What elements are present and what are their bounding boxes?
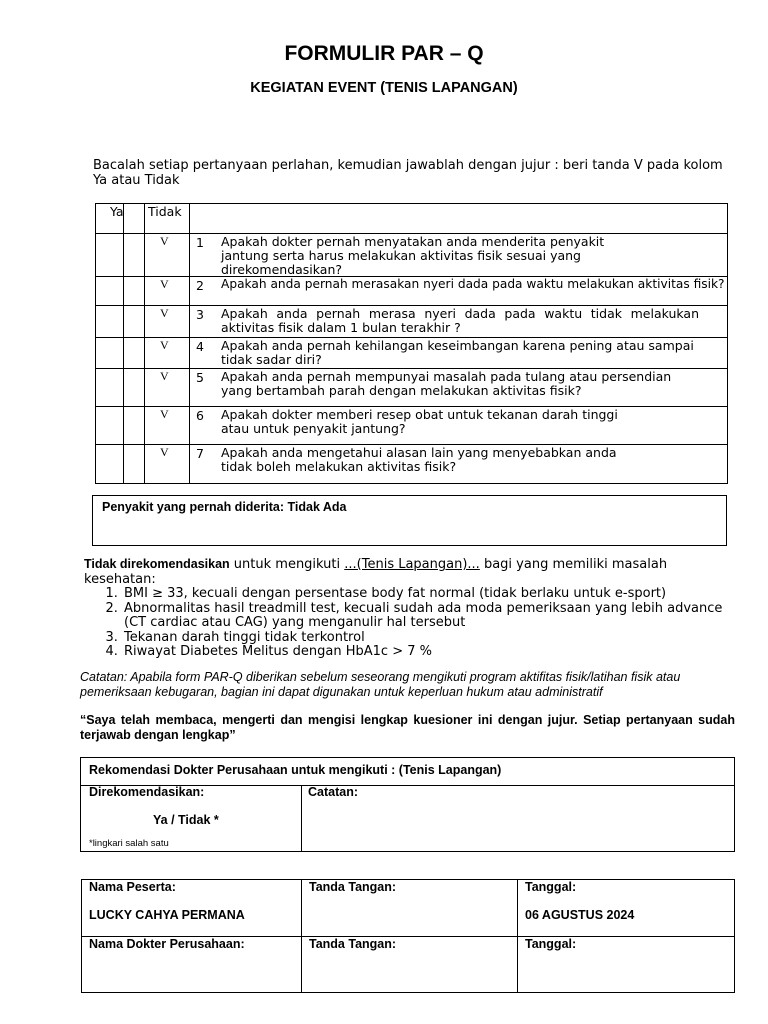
options-footnote: *lingkari salah satu	[89, 838, 169, 849]
lead-text: untuk mengikuti	[229, 557, 345, 572]
question-number: 5	[196, 370, 204, 385]
tidak-checkmark: V	[160, 369, 169, 383]
declaration: “Saya telah membaca, mengerti dan mengisi lengkap kuesioner ini dengan jujur. Setiap pertanyaan sudah terjawab dengan lengkap”	[80, 713, 735, 742]
column-divider	[301, 880, 302, 992]
column-divider	[517, 880, 518, 992]
question-number: 2	[196, 278, 204, 293]
signature-table	[81, 879, 735, 993]
question-text: Apakah anda pernah merasa nyeri dada pada waktu tidak melakukan aktivitas fisik dalam 1 bulan terakhir ?	[221, 306, 699, 335]
recommendation-options: Ya / Tidak *	[153, 813, 219, 827]
column-header-tidak: Tidak	[148, 204, 182, 219]
form-title: FORMULIR PAR – Q	[284, 42, 484, 65]
doctor-name-label: Nama Dokter Perusahaan:	[89, 937, 245, 951]
participant-date: 06 AGUSTUS 2024	[525, 908, 635, 922]
recommendation-table	[80, 757, 735, 852]
question-number: 1	[196, 235, 204, 250]
catatan-note: Catatan: Apabila form PAR-Q diberikan sebelum seseorang mengikuti program aktifitas fisik/latihan fisik atau pemeriksaan kebugaran, bagian ini dapat digunakan untuk keperluan hukum atau administratif	[80, 670, 681, 699]
recommendation-header: Rekomendasi Dokter Perusahaan untuk mengikuti : (Tenis Lapangan)	[89, 763, 502, 777]
question-number: 7	[196, 446, 204, 461]
not-recommended-lead	[84, 557, 734, 587]
tidak-checkmark: V	[160, 277, 169, 291]
column-divider	[189, 204, 190, 483]
participant-signature-label: Tanda Tangan:	[309, 880, 397, 894]
question-text: Apakah anda mengetahui alasan lain yang menyebabkan anda tidak boleh melakukan aktivitas fisik?	[221, 445, 617, 474]
event-name: ...(Tenis Lapangan)...	[344, 557, 480, 572]
disease-history: Penyakit yang pernah diderita: Tidak Ada	[102, 500, 347, 514]
question-text: Apakah anda pernah merasakan nyeri dada pada waktu melakukan aktivitas fisik?	[221, 277, 725, 291]
doctor-date-label: Tanggal:	[525, 937, 577, 951]
question-number: 4	[196, 339, 204, 354]
not-recommended-section	[84, 557, 734, 660]
doctor-signature-label: Tanda Tangan:	[309, 937, 397, 951]
question-number: 3	[196, 307, 204, 322]
lead-tail: bagi yang memiliki masalah kesehatan:	[84, 557, 668, 587]
question-number: 6	[196, 408, 204, 423]
condition-list	[84, 587, 734, 660]
list-item: 3. Tekanan darah tinggi tidak terkontrol	[122, 631, 734, 646]
column-divider	[123, 204, 124, 483]
participant-name-label: Nama Peserta:	[89, 880, 176, 894]
instructions: Bacalah setiap pertanyaan perlahan, kemudian jawablah dengan jujur : beri tanda V pada kolom Ya atau Tidak	[93, 158, 723, 188]
disease-history-box	[92, 495, 727, 546]
question-text: Apakah dokter pernah menyatakan anda menderita penyakit jantung serta harus melakukan aktivitas fisik sesuai yang direkomendasikan?	[221, 234, 605, 277]
questionnaire-table	[95, 203, 728, 484]
question-text: Apakah dokter memberi resep obat untuk tekanan darah tinggi atau untuk penyakit jantung?	[221, 407, 618, 436]
recommended-label: Direkomendasikan:	[89, 785, 205, 799]
form-subtitle: KEGIATAN EVENT (TENIS LAPANGAN)	[250, 80, 518, 96]
list-item: 2. Abnormalitas hasil treadmill test, kecuali sudah ada moda pemeriksaan yang lebih advance (CT cardiac atau CAG) yang menganulir hal tersebut	[122, 602, 734, 631]
participant-name: LUCKY CAHYA PERMANA	[89, 908, 245, 922]
participant-date-label: Tanggal:	[525, 880, 577, 894]
tidak-checkmark: V	[160, 306, 169, 320]
tidak-checkmark: V	[160, 407, 169, 421]
question-text: Apakah anda pernah mempunyai masalah pada tulang atau persendian yang bertambah parah dengan melakukan aktivitas fisik?	[221, 369, 672, 398]
notes-label: Catatan:	[308, 785, 359, 799]
column-divider	[301, 785, 302, 851]
question-text: Apakah anda pernah kehilangan keseimbangan karena pening atau sampai tidak sadar diri?	[221, 338, 694, 367]
tidak-checkmark: V	[160, 338, 169, 352]
tidak-checkmark: V	[160, 445, 169, 459]
column-header-ya: Ya	[110, 204, 124, 219]
list-item: 1. BMI ≥ 33, kecuali dengan persentase body fat normal (tidak berlaku untuk e-sport)	[122, 587, 734, 602]
not-recommended-label: Tidak direkomendasikan	[84, 557, 230, 571]
list-item: 4. Riwayat Diabetes Melitus dengan HbA1c > 7 %	[122, 645, 734, 660]
column-divider	[144, 204, 145, 483]
tidak-checkmark: V	[160, 234, 169, 248]
